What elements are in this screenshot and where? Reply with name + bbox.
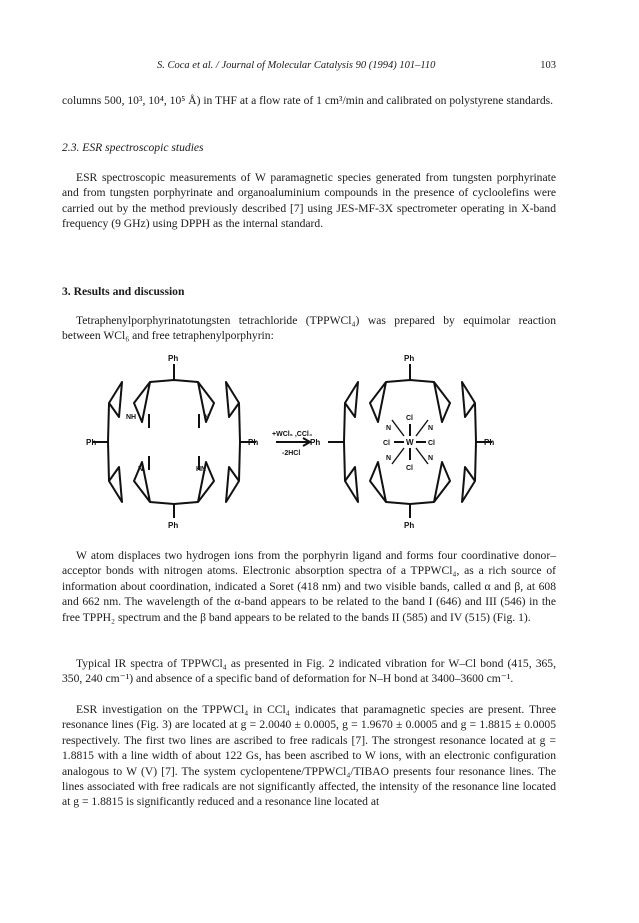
reaction-scheme xyxy=(86,352,556,530)
paragraph-text: ESR spectroscopic measurements of W paramagnetic species generated from tungsten porphyrinate and from tungsten porphyrinate and organoaluminium compounds in the presence of cycloolefins were carried out by the method previously described [7] using JES-MF-3X spectrometer operating in X-band frequency (9 GHz) using DPPH as the internal standard. xyxy=(62,171,556,231)
label-ph-left-2: Ph xyxy=(310,438,321,447)
paragraph-text: ESR investigation on the TPPWCl₄ in CCl₄ indicates that paramagnetic species are present. Three resonance lines (Fig. 3) are located at g = 2.0040 ± 0.0005, g = 1.9670 ± 0.0005 and g = 1.8815 ± 0.0005 respectively. The first two lines are ascribed to free radicals [7]. The strongest resonance located at g = 1.8815 with a line width of about 122 Gs, has been ascribed to W ions, with an electronic configuration analogous to W (V) [7]. The system cyclopentene/TPPWCl₄/TIBAO presents four resonance lines. The lines associated with free radicals are not significantly affected, the intensity of the resonance line located at g = 1.8815 is significantly reduced and a resonance line located at xyxy=(62,703,556,809)
label-ph-bottom: Ph xyxy=(168,521,179,530)
section-title: 3. Results and discussion xyxy=(62,285,185,298)
paragraph-preparation xyxy=(62,313,556,344)
page-number: 103 xyxy=(540,60,556,71)
paragraph-text: W atom displaces two hydrogen ions from the porphyrin ligand and forms four coordinative donor–acceptor bonds with nitrogen atoms. Electronic absorption spectra of a TPPWCl₄, as a rich source of information about coordination, indicated a Soret (418 nm) and two visible bands, called α and β, at 608 and 662 nm. The wavelength of the α-band appears to be related to the band I (646) and III (546) in the free TPPH₂ spectrum and the β band appears to be related to the bands II (585) and IV (515) (Fig. 1). xyxy=(62,549,556,624)
label-n-lower: N xyxy=(138,466,144,473)
paragraph-esr-methods xyxy=(62,170,556,232)
subsection-title: 2.3. ESR spectroscopic studies xyxy=(62,141,204,154)
subsection-heading xyxy=(62,140,556,155)
label-n-1: N xyxy=(386,425,392,432)
paragraph-text: Tetraphenylporphyrinatotungsten tetrachloride (TPPWCl₄) was prepared by equimolar reaction between WCl₆ and free tetraphenylporphyrin: xyxy=(62,314,556,343)
byproduct-label: -2HCl xyxy=(282,450,301,457)
paragraph-text: Typical IR spectra of TPPWCl₄ as presented in Fig. 2 indicated vibration for W–Cl bond (415, 365, 350, 240 cm⁻¹) and absence of a specific band of deformation for N–H bond at 3400–3600 cm⁻¹. xyxy=(62,657,556,686)
paragraph-coordination xyxy=(62,548,556,625)
paragraph-esr-results xyxy=(62,702,556,810)
label-w: W xyxy=(406,438,414,447)
label-n-upper: N xyxy=(204,414,210,421)
label-cl-top: Cl xyxy=(406,415,413,422)
label-ph-top-2: Ph xyxy=(404,354,415,363)
paragraph-ir xyxy=(62,656,556,687)
label-ph-right-2: Ph xyxy=(484,438,495,447)
running-title: S. Coca et al. / Journal of Molecular Catalysis 90 (1994) 101–110 xyxy=(157,60,436,71)
label-cl-bottom: Cl xyxy=(406,465,413,472)
label-ph-top: Ph xyxy=(168,354,179,363)
label-ph-bottom-2: Ph xyxy=(404,521,415,530)
label-cl-right: Cl xyxy=(428,440,435,447)
reagent-label: +WCl₆ ,CCl₄ xyxy=(272,431,313,438)
paragraph-text: columns 500, 10³, 10⁴, 10⁵ Å) in THF at a flow rate of 1 cm³/min and calibrated on polystyrene standards. xyxy=(62,94,554,107)
label-n-3: N xyxy=(386,455,392,462)
porphyrin-tpph2 xyxy=(92,364,259,518)
label-nh: NH xyxy=(126,414,137,421)
reaction-scheme-drawing xyxy=(86,352,556,530)
section-heading xyxy=(62,284,556,299)
label-n-4: N xyxy=(428,455,434,462)
label-ph-left: Ph xyxy=(86,438,97,447)
paragraph-continuation xyxy=(62,93,556,108)
label-ph-right: Ph xyxy=(248,438,259,447)
label-hn: HN xyxy=(196,466,207,473)
label-n-2: N xyxy=(428,425,434,432)
label-cl-left: Cl xyxy=(383,440,390,447)
